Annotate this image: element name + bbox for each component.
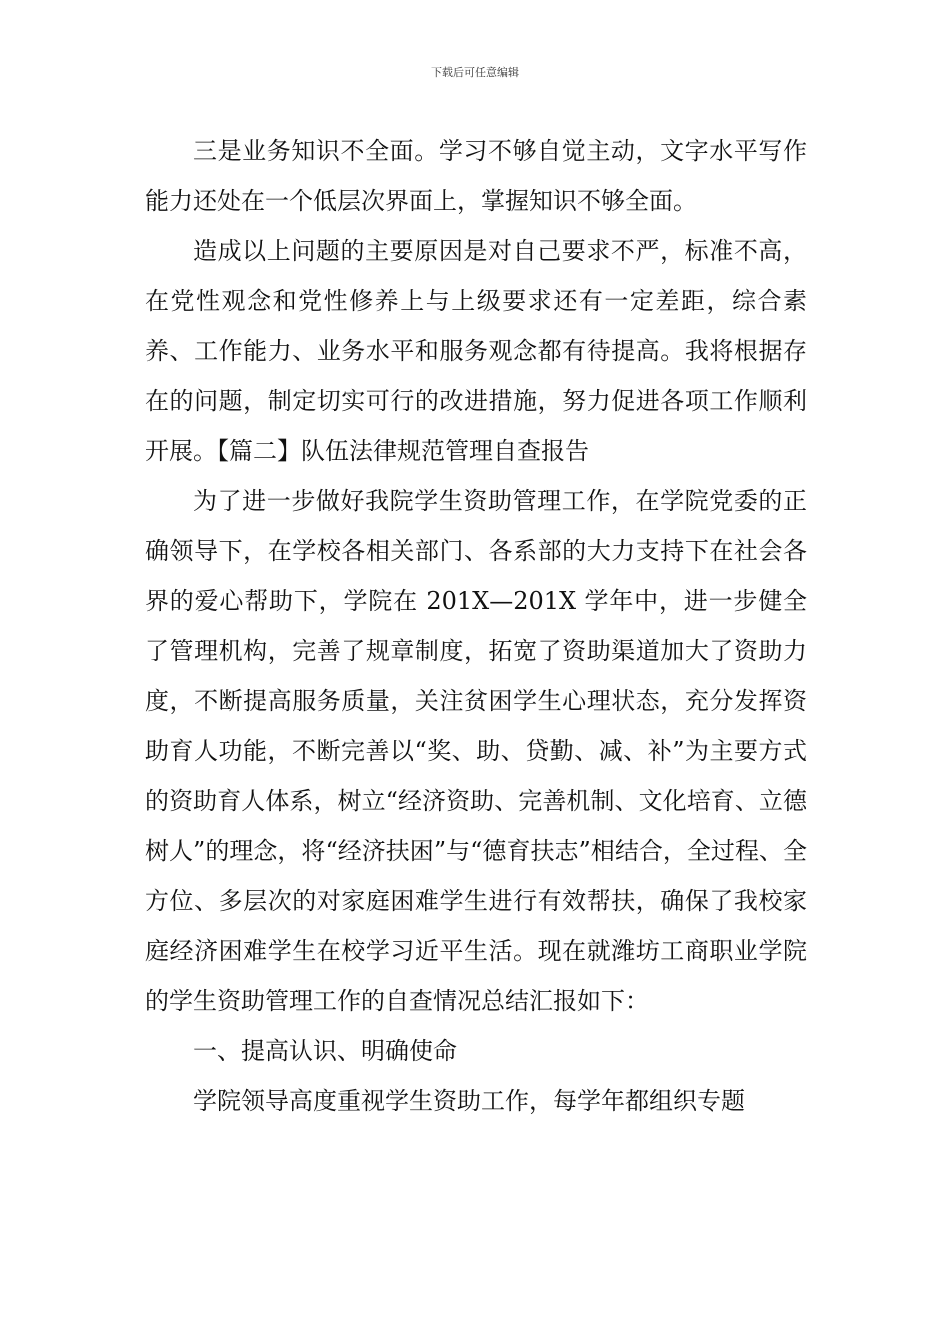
paragraph-leadership-attention: 学院领导高度重视学生资助工作，每学年都组织专题 xyxy=(193,1087,745,1115)
paragraph-business-knowledge: 三是业务知识不全面。学习不够自觉主动，文字水平写作能力还处在一个低层次界面上，掌握知识不够全面。 xyxy=(145,137,807,215)
document-body xyxy=(145,126,807,1126)
page-header-note: 下载后可任意编辑 xyxy=(431,66,519,79)
paragraph-student-aid-intro: 为了进一步做好我院学生资助管理工作，在学院党委的正确领导下，在学校各相关部门、各系部的大力支持下在社会各界的爱心帮助下，学院在 201X—201X 学年中，进一步健全了管理机构，完善了规章制度，拓宽了资助渠道加大了资助力度，不断提高服务质量，关注贫困学生心理状态，充分发挥资助育人功能，不断完善以“奖、助、贷勤、减、补”为主要方式的资助育人体系，树立“经济资助、完善机制、文化培育、立德树人”的理念，将“经济扶困”与“德育扶志”相结合，全过程、全方位、多层次的对家庭困难学生进行有效帮扶，确保了我校家庭经济困难学生在校学习近平生活。现在就潍坊工商职业学院的学生资助管理工作的自查情况总结汇报如下： xyxy=(145,487,807,1015)
section-heading-raise-awareness: 一、提高认识、明确使命 xyxy=(193,1037,457,1065)
paragraph-problem-causes: 造成以上问题的主要原因是对自己要求不严，标准不高，在党性观念和党性修养上与上级要求还有一定差距，综合素养、工作能力、业务水平和服务观念都有待提高。我将根据存在的问题，制定切实可行的改进措施，努力促进各项工作顺利开展。【篇二】队伍法律规范管理自查报告 xyxy=(145,237,807,465)
